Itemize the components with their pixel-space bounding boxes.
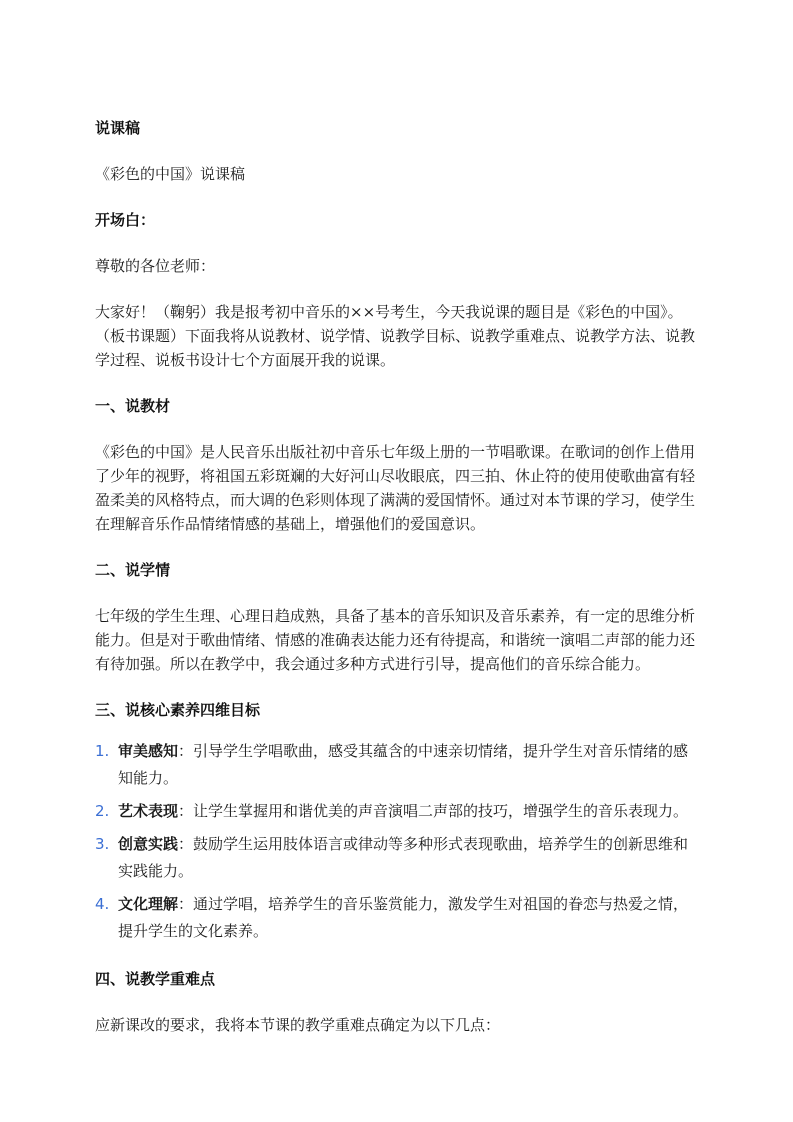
section-heading-key-points: 四、说教学重难点 <box>95 970 216 988</box>
goal-term: 艺术表现 <box>118 802 179 820</box>
document-title: 说课稿 <box>95 119 141 137</box>
section-heading-goals: 三、说核心素养四维目标 <box>95 701 261 719</box>
list-number: 2. <box>95 802 110 820</box>
key-points-paragraph: 应新课改的要求，我将本节课的教学重难点确定为以下几点： <box>95 1016 501 1034</box>
intro-paragraph: 大家好！（鞠躬）我是报考初中音乐的××号考生，今天我说课的题目是《彩色的中国》。（板书课题）下面我将从说教材、说学情、说教学目标、说教学重难点、说教学方法、说教学过程、说板书设计七个方面展开我的说课。 <box>95 303 696 369</box>
goal-term: 创意实践 <box>118 835 179 853</box>
textbook-paragraph: 《彩色的中国》是人民音乐出版社初中音乐七年级上册的一节唱歌课。在歌词的创作上借用了少年的视野，将祖国五彩斑斓的大好河山尽收眼底，四三拍、休止符的使用使歌曲富有轻盈柔美的风格特点，而大调的色彩则体现了满满的爱国情怀。通过对本节课的学习，使学生在理解音乐作品情绪情感的基础上，增强他们的爱国意识。 <box>95 443 696 533</box>
goal-term: 文化理解 <box>118 895 179 913</box>
goals-list <box>95 738 698 945</box>
list-item <box>95 798 698 825</box>
opening-heading: 开场白： <box>95 211 156 229</box>
goal-text: ：引导学生学唱歌曲，感受其蕴含的中速亲切情绪，提升学生对音乐情绪的感知能力。 <box>118 742 689 787</box>
section-heading-students: 二、说学情 <box>95 561 171 579</box>
list-item <box>95 831 698 885</box>
section-heading-textbook: 一、说教材 <box>95 397 171 415</box>
goal-text: ：通过学唱，培养学生的音乐鉴赏能力，激发学生对祖国的眷恋与热爱之情，提升学生的文化素养。 <box>118 895 689 940</box>
list-number: 3. <box>95 835 110 853</box>
greeting: 尊敬的各位老师： <box>95 257 216 275</box>
students-paragraph: 七年级的学生生理、心理日趋成熟，具备了基本的音乐知识及音乐素养，有一定的思维分析能力。但是对于歌曲情绪、情感的准确表达能力还有待提高，和谐统一演唱二声部的能力还有待加强。所以在教学中，我会通过多种方式进行引导，提高他们的音乐综合能力。 <box>95 607 696 673</box>
list-item <box>95 891 698 945</box>
list-item <box>95 738 698 792</box>
goal-text: ：鼓励学生运用肢体语言或律动等多种形式表现歌曲，培养学生的创新思维和实践能力。 <box>118 835 689 880</box>
goal-text: ：让学生掌握用和谐优美的声音演唱二声部的技巧，增强学生的音乐表现力。 <box>178 802 689 820</box>
goal-term: 审美感知 <box>118 742 179 760</box>
document-subtitle: 《彩色的中国》说课稿 <box>95 165 246 183</box>
list-number: 1. <box>95 742 110 760</box>
list-number: 4. <box>95 895 110 913</box>
